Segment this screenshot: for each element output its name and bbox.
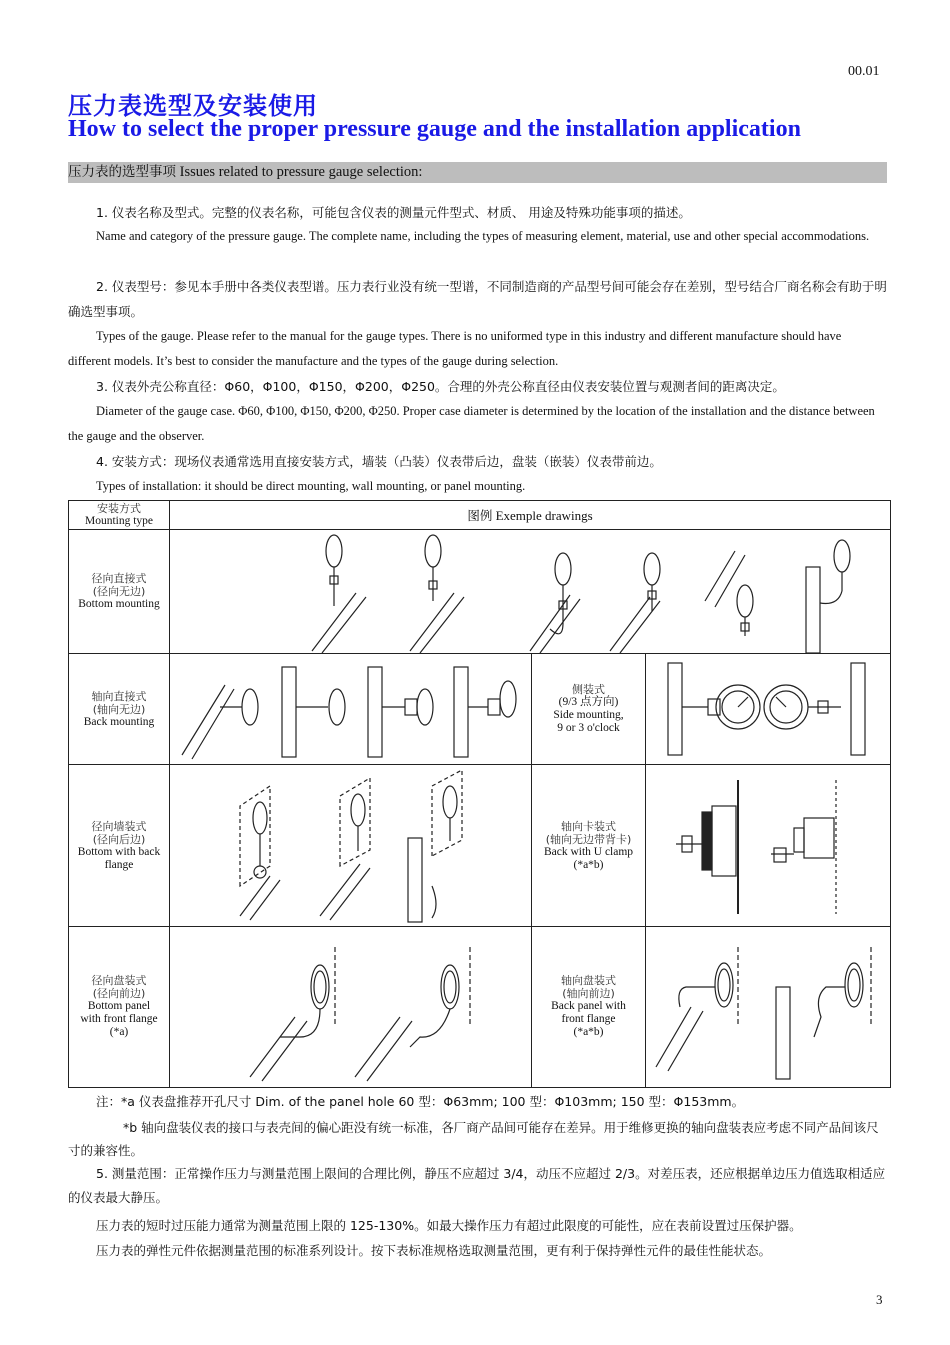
elastic-element-note: 压力表的弹性元件依据测量范围的标准系列设计。按下表标准规格选取测量范围，更有利于保持弹性元件的最佳性能状态。 bbox=[96, 1243, 772, 1258]
wall-gauge-3-icon bbox=[432, 770, 462, 856]
drawing-side-mounting bbox=[646, 654, 891, 765]
row-label-back-mounting bbox=[69, 654, 170, 765]
row2-cn2: (轴向无边) bbox=[92, 702, 146, 716]
section-header-cn: 压力表的选型事项 bbox=[68, 164, 176, 180]
clamp-en1: Back with U clamp bbox=[543, 845, 634, 858]
head-right-cn: 图例 bbox=[467, 508, 493, 524]
back-gauge-4-icon bbox=[454, 667, 516, 757]
item-2-en: Types of the gauge. Please refer to the manual for the gauge types. There is no uniformed type in this industry and different manufacture should have different models. It’s best to consider the manufacture and the types of the gauge during selection. bbox=[68, 329, 842, 368]
page-title-cn: 压力表选型及安装使用 bbox=[68, 92, 318, 120]
side-en2: 9 or 3 o'clock bbox=[557, 722, 620, 735]
item-1-cn: 1. 仪表名称及型式。完整的仪表名称，可能包含仪表的测量元件型式、材质、 用途及特殊功能事项的描述。 bbox=[96, 205, 691, 220]
row2-cn1: 轴向直接式 bbox=[91, 689, 147, 703]
page-number: 3 bbox=[876, 1292, 883, 1307]
row-label-bottom-with-back-flange bbox=[69, 765, 170, 926]
u-clamp-gauge-right-icon bbox=[771, 780, 836, 914]
row3-cn2: (径向后边) bbox=[92, 832, 146, 846]
section-header-en: Issues related to pressure gauge selection: bbox=[179, 164, 423, 180]
label-back-u-clamp bbox=[532, 765, 646, 926]
row1-cn1: 径向直接式 bbox=[91, 572, 147, 586]
u-clamp-drawings bbox=[646, 766, 891, 925]
gauge-on-pipe-2-icon bbox=[410, 535, 464, 653]
note-b bbox=[68, 1116, 887, 1162]
drawing-bottom-mounting bbox=[170, 530, 891, 654]
backpanel-en3: (*a*b) bbox=[573, 1026, 604, 1039]
row3-en2: flange bbox=[104, 858, 134, 871]
clamp-cn1: 轴向卡装式 bbox=[561, 819, 616, 833]
row1-en1: Bottom mounting bbox=[78, 598, 160, 611]
back-gauge-3-icon bbox=[368, 667, 433, 757]
side-en1: Side mounting, bbox=[553, 709, 624, 722]
back-gauge-1-icon bbox=[182, 685, 258, 759]
row4-en3: (*a) bbox=[109, 1026, 129, 1039]
clamp-cn2: (轴向无边带背卡) bbox=[545, 832, 632, 846]
side-mounting-drawings bbox=[646, 655, 891, 764]
panel-mounting-drawings bbox=[170, 927, 532, 1086]
note-b-text: 轴向盘装仪表的接口与表壳间的偏心距没有统一标准，各厂商产品间可能存在差异。用于维修更换的轴向盘装表应考虑不同产品间该尺寸的兼容性。 bbox=[68, 1120, 879, 1158]
gauge-on-pipe-1-icon bbox=[312, 535, 366, 653]
row-label-bottom-mounting bbox=[69, 530, 170, 654]
back-panel-drawings bbox=[646, 927, 891, 1086]
u-clamp-gauge-left-icon bbox=[676, 780, 738, 914]
drawing-back-mounting bbox=[170, 654, 532, 765]
drawing-panel-mounting bbox=[170, 926, 532, 1087]
section-header bbox=[68, 162, 887, 183]
row1-cn2: (径向无边) bbox=[92, 585, 146, 599]
note-a-prefix: 注：*a bbox=[96, 1094, 135, 1109]
panel-gauge-1-icon bbox=[250, 947, 335, 1081]
table-head-drawings bbox=[170, 501, 891, 530]
side-gauge-left-icon bbox=[668, 663, 760, 755]
wall-mounting-drawings bbox=[170, 766, 532, 925]
item-5: 5. 测量范围：正常操作压力与测量范围上限间的合理比例，静压不应超过 3/4，动压不应超过 2/3。对差压表，还应根据单边压力值选取相适应的仪表最大静压。 bbox=[68, 1166, 886, 1205]
row3-en1: Bottom with back bbox=[77, 845, 161, 858]
row4-en2: with front flange bbox=[80, 1013, 158, 1026]
backpanel-cn2: (轴向前边) bbox=[562, 987, 615, 1001]
backpanel-en2: front flange bbox=[561, 1013, 616, 1026]
panel-gauge-2-icon bbox=[355, 947, 470, 1081]
label-back-panel-front-flange bbox=[532, 926, 646, 1087]
drawing-wall-mounting bbox=[170, 765, 532, 926]
gauge-on-pipe-3-icon bbox=[530, 553, 580, 653]
overpressure-note: 压力表的短时过压能力通常为测量范围上限的 125-130%。如最大操作压力有超过此限度的可能性，应在表前设置过压保护器。 bbox=[96, 1218, 802, 1233]
item-2-cn: 2. 仪表型号：参见本手册中各类仪表型谱。压力表行业没有统一型谱，不同制造商的产品型号间可能会存在差别，型号结合厂商名称会有助于明确选型事项。 bbox=[68, 279, 887, 319]
gauge-on-pipe-4-icon bbox=[610, 553, 660, 653]
item-4-en: Types of installation: it should be direct mounting, wall mounting, or panel mounting. bbox=[96, 479, 526, 493]
drawing-back-panel bbox=[646, 926, 891, 1087]
item-4-cn: 4. 安装方式：现场仪表通常选用直接安装方式，墙装（凸装）仪表带后边，盘装（嵌装）仪表带前边。 bbox=[96, 454, 662, 469]
clamp-en2: (*a*b) bbox=[573, 858, 604, 871]
drawing-u-clamp bbox=[646, 765, 891, 926]
page-title-en: How to select the proper pressure gauge and the installation application bbox=[68, 116, 801, 142]
head-left-cn: 安装方式 bbox=[97, 502, 141, 516]
item-3-en: Diameter of the gauge case. Φ60, Φ100, Φ150, Φ200, Φ250. Proper case diameter is determined by the location of the installation and the distance between the gauge and the observer. bbox=[68, 404, 875, 443]
row3-cn1: 径向墙装式 bbox=[91, 819, 147, 833]
note-a bbox=[96, 1092, 744, 1110]
label-side-mounting bbox=[532, 654, 646, 765]
row-label-bottom-panel-front-flange bbox=[69, 926, 170, 1087]
document-number: 00.01 bbox=[848, 64, 880, 79]
wall-gauge-2-icon bbox=[340, 778, 370, 866]
head-left-en: Mounting type bbox=[84, 515, 154, 528]
back-panel-gauge-1-icon bbox=[656, 947, 738, 1071]
item-3-cn: 3. 仪表外壳公称直径：Φ60，Φ100，Φ150，Φ200，Φ250。合理的外壳公称直径由仪表安装位置与观测者间的距离决定。 bbox=[96, 379, 785, 394]
item-1-en: Name and category of the pressure gauge. The complete name, including the types of measuring element, material, use and other special accommodations. bbox=[96, 229, 870, 243]
row2-en1: Back mounting bbox=[83, 715, 155, 728]
backpanel-cn1: 轴向盘装式 bbox=[561, 974, 616, 988]
bottom-mounting-drawings bbox=[170, 531, 890, 653]
back-panel-gauge-2-icon bbox=[776, 947, 871, 1079]
back-gauge-2-icon bbox=[282, 667, 345, 757]
gauge-on-pipe-5-icon bbox=[705, 551, 753, 636]
wall-gauge-2-body-icon bbox=[320, 794, 370, 920]
gauge-on-pipe-6-icon bbox=[806, 540, 850, 653]
back-mounting-drawings bbox=[170, 655, 532, 764]
table-head-mounting-type bbox=[69, 501, 170, 530]
head-right-en: Exemple drawings bbox=[495, 508, 593, 524]
row4-en1: Bottom panel bbox=[87, 1000, 151, 1013]
mounting-type-table bbox=[68, 500, 891, 1088]
side-cn1: 侧装式 bbox=[572, 683, 605, 697]
backpanel-en1: Back panel with bbox=[551, 1000, 626, 1013]
wall-gauge-1-body-icon bbox=[240, 802, 280, 920]
side-gauge-right-icon bbox=[764, 663, 865, 755]
note-a-text: 仪表盘推荐开孔尺寸 Dim. of the panel hole 60 型：Φ63mm; 100 型：Φ103mm; 150 型：Φ153mm。 bbox=[138, 1094, 745, 1109]
note-b-prefix: *b bbox=[123, 1120, 138, 1135]
row4-cn2: (径向前边) bbox=[92, 987, 146, 1001]
row4-cn1: 径向盘装式 bbox=[91, 974, 147, 988]
side-cn2: (9/3 点方向) bbox=[558, 696, 619, 709]
